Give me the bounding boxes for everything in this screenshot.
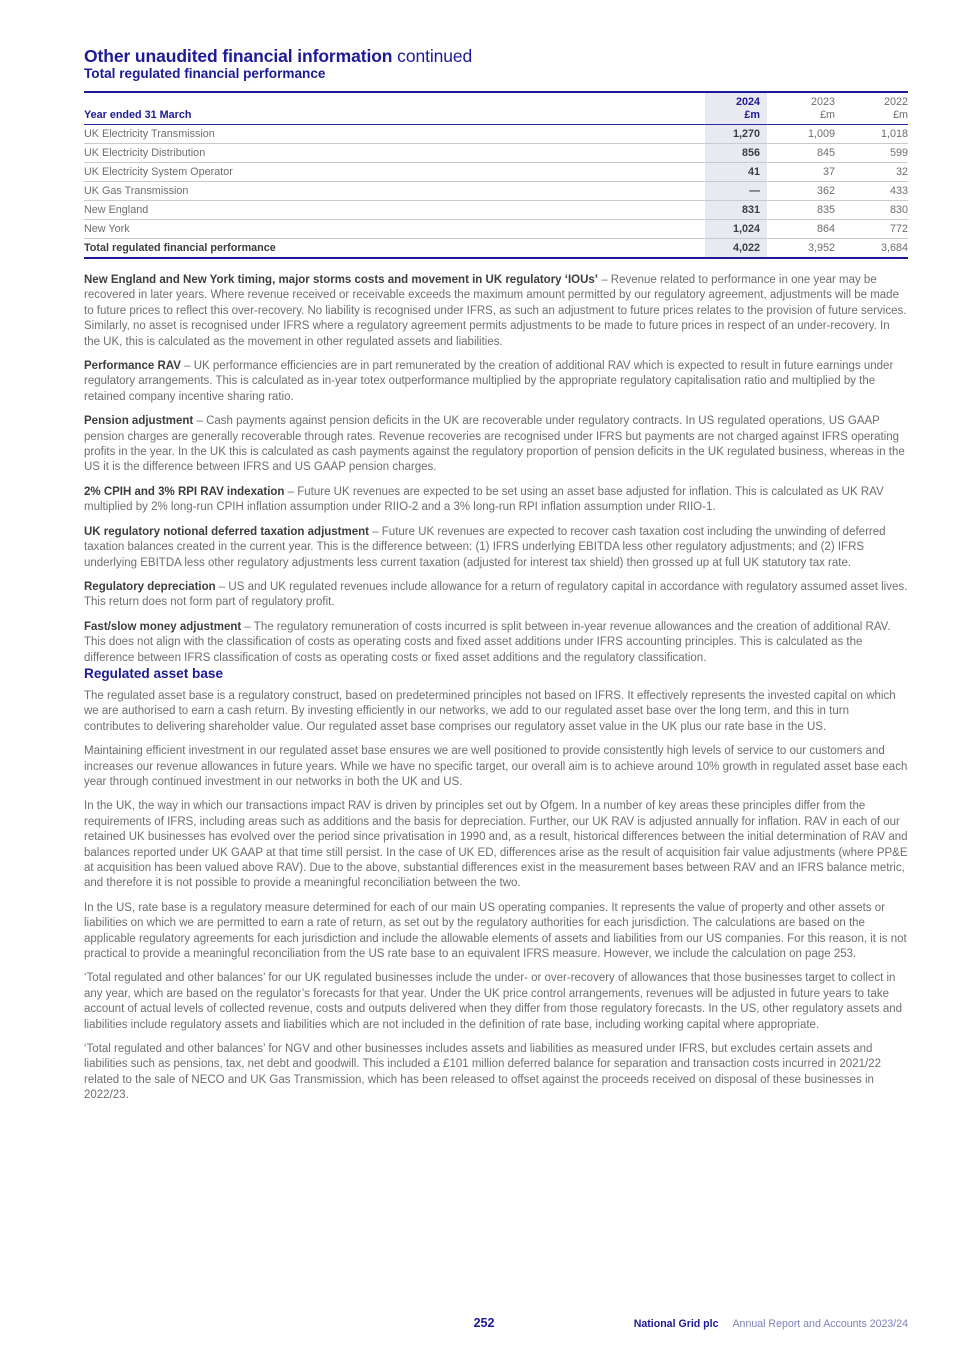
unit-label: £m: [744, 108, 760, 121]
table-body: [84, 125, 908, 239]
table-total-row: [84, 239, 908, 259]
definition-text: – Future UK revenues are expected to be set using an asset base adjusted for inflation. This is calculated as UK RAV multiplied by 2% long-run CPIH inflation assumption under RIIO-2 and a 3% long-run RPI inflation assumption under RIIO-1.: [84, 485, 884, 514]
definition-text: – Future UK revenues are expected to recover cash taxation cost including the unwinding of deferred taxation balances created in the current year. This is the difference between: (1) IFRS underlying EBITDA less other regulatory adjustments; and (2) IFRS underlying EBITDA less other regulatory adjustments less current taxation (adjusted for interest tax shield) then grossed up at full UK statutory tax rate.: [84, 525, 886, 569]
table-row: [84, 220, 908, 239]
table-header-row: [84, 92, 908, 125]
value-2024: 831: [705, 201, 767, 220]
definition-paragraph: [84, 414, 908, 476]
value-2022: 433: [835, 182, 908, 201]
definition-term: Fast/slow money adjustment: [84, 620, 242, 633]
value-2024: 1,270: [705, 125, 767, 144]
total-label: Total regulated financial performance: [84, 239, 705, 259]
page-title: [84, 46, 908, 66]
value-2022: 830: [835, 201, 908, 220]
value-2024: 41: [705, 163, 767, 182]
body-paragraph: Maintaining efficient investment in our regulated asset base ensures we are well positioned to provide consistently high levels of service to our customers and increases our revenue allowances in future years. While we have no specific target, our overall aim is to achieve around 10% growth in regulated asset base each year through continued investment in our networks in both the UK and US.: [84, 745, 908, 788]
definition-text: – Revenue related to performance in one year may be recovered in later years. Where revenue received or receivable exceeds the maximum amount permitted by our regulatory agreement, adjustments will be made to future prices to reflect this over-recovery. No liability is recognised under IFRS, as such an adjustment to future prices relates to the provision of future services. Similarly, no asset is recognised under IFRS where a regulatory agreement permits adjustments to be made to future prices in respect of an under-recovery. In the UK, this is calculated as the movement in other regulated assets and liabilities.: [84, 274, 907, 348]
table-row: [84, 144, 908, 163]
definition-text: – UK performance efficiencies are in part remunerated by the creation of additional RAV which is expected to result in future earnings under regulatory arrangements. This is calculated as in-year totex outperformance multiplied by the appropriate regulatory capitalisation ratio and multiplied by the retained company incentive sharing ratio.: [84, 360, 894, 403]
page-footer: [0, 1316, 968, 1336]
regulated-performance-table: [84, 91, 908, 259]
definition-term: Pension adjustment: [84, 415, 194, 428]
value-2023: 835: [767, 201, 835, 220]
year-label: 2022: [883, 95, 908, 108]
value-2023: 1,009: [767, 125, 835, 144]
table-row-header: Year ended 31 March: [84, 92, 705, 125]
unit-label: £m: [820, 108, 835, 121]
table-row: [84, 125, 908, 144]
table-row: [84, 182, 908, 201]
value-2022: 772: [835, 220, 908, 239]
column-header-2022: [835, 92, 908, 125]
body-paragraph: In the UK, the way in which our transactions impact RAV is driven by principles set out by Ofgem. In a number of key areas these principles differ from the requirements of IFRS, including areas such as additions and the basis for depreciation. Further, our UK RAV is adjusted annually for inflation. RAV in each of our retained UK businesses has evolved over the period since privatisation in 1990 and, as a result, historical differences between the initial determination of RAV and balances reported under UK GAAP at that time still persist. In the case of UK ED, differences arise as the result of acquisition fair value adjustments (where PP&E at acquisition has been valued above RAV). Due to the above, substantial differences exist in the measurement bases between RAV and an IFRS balance metric, and therefore it is not possible to provide a meaningful reconciliation between the two.: [84, 800, 908, 890]
total-value-2023: 3,952: [767, 239, 835, 259]
value-2022: 32: [835, 163, 908, 182]
definition-term: 2% CPIH and 3% RPI RAV indexation: [84, 485, 285, 498]
column-header-2024: [705, 92, 767, 125]
definition-paragraph: [84, 580, 908, 611]
body-paragraph: The regulated asset base is a regulatory construct, based on predetermined principles not based on IFRS. It effectively represents the invested capital on which we are authorised to earn a cash return. By investing efficiently in our networks, we add to our regulated asset base over the long term, and this in turn contributes to delivering shareholder value. Our regulated asset base comprises our regulatory asset value in the UK plus our rate base in the US.: [84, 689, 896, 733]
value-2022: 1,018: [835, 125, 908, 144]
definition-term: UK regulatory notional deferred taxation adjustment: [84, 525, 369, 538]
value-2024: 856: [705, 144, 767, 163]
footer-report-title: Annual Report and Accounts 2023/24: [732, 1317, 908, 1330]
year-label: 2024: [735, 95, 760, 108]
value-2023: 37: [767, 163, 835, 182]
definition-text: – US and UK regulated revenues include allowance for a return of regulatory capital in accordance with regulatory assumed asset lives. This return does not form part of regulatory profit.: [84, 580, 908, 609]
definition-term: New England and New York timing, major storms costs and movement in UK regulatory ‘IOUs’: [84, 274, 598, 286]
definition-term: Regulatory depreciation: [84, 580, 216, 593]
total-value-2024: 4,022: [705, 239, 767, 259]
row-label: UK Electricity System Operator: [84, 163, 705, 182]
total-value-2022: 3,684: [835, 239, 908, 259]
definition-paragraph: [84, 525, 908, 571]
body-paragraph: ‘Total regulated and other balances’ for our UK regulated businesses include the under- or over-recovery of allowances that those businesses target to collect in any year, which are based on the regulator’s forecasts for that year. Under the UK price control arrangements, revenues will be adjusted in future years to take account of actual levels of collected revenue, costs and outputs delivered when they differ from those regulatory forecasts. In the US, other regulatory assets and liabilities include regulatory assets and liabilities which are not included in the definition of rate base, including working capital where appropriate.: [84, 972, 903, 1031]
page-number: 252: [473, 1316, 495, 1330]
row-label: UK Electricity Transmission: [84, 125, 705, 144]
table-row: [84, 163, 908, 182]
row-label: New England: [84, 201, 705, 220]
definition-paragraph: [84, 273, 908, 350]
definition-paragraph: [84, 485, 908, 516]
value-2024: 1,024: [705, 220, 767, 239]
table-row: [84, 201, 908, 220]
definition-paragraph: [84, 620, 908, 666]
year-label: 2023: [810, 95, 835, 108]
row-label: UK Electricity Distribution: [84, 144, 705, 163]
page-content: [84, 0, 908, 1104]
footer-company: National Grid plc: [633, 1317, 719, 1330]
definition-text: – Cash payments against pension deficits in the UK are recoverable under regulatory contracts. In US regulated operations, US GAAP pension charges are generally recoverable through rates. Revenue recoveries are recognised under IFRS but payments are not charged against IFRS operating profits in the year. In the UK this is calculated as cash payments against the regulatory proportion of pension deficits in the UK regulated business, whereas in the US it is the difference between IFRS and US GAAP pension charges.: [84, 415, 905, 474]
body-paragraph: ‘Total regulated and other balances’ for NGV and other businesses includes assets and liabilities as measured under IFRS, but excludes certain assets and liabilities such as pensions, tax, net debt and goodwill. This included a £101 million deferred balance for separation and transaction costs incurred in 2021/22 related to the sale of NECO and UK Gas Transmission, which has been released to offset against the proceeds received on disposal of these businesses in 2022/23.: [84, 1043, 881, 1102]
value-2022: 599: [835, 144, 908, 163]
row-label: UK Gas Transmission: [84, 182, 705, 201]
row-label: New York: [84, 220, 705, 239]
definition-text: – The regulatory remuneration of costs incurred is split between in-year revenue allowances and the creation of additional RAV. This does not align with the classification of costs as operating costs and fixed asset additions under IFRS accounting principles. This is calculated as the difference between IFRS classification of costs as operating costs or fixed asset additions and the regulatory classification.: [84, 620, 891, 664]
column-header-2023: [767, 92, 835, 125]
value-2023: 864: [767, 220, 835, 239]
definition-term: Performance RAV: [84, 360, 181, 373]
page-title-main: Other unaudited financial information: [84, 46, 393, 66]
section-title-total-regulated: Total regulated financial performance: [84, 66, 326, 81]
value-2024: —: [705, 182, 767, 201]
definitions-section: [84, 273, 908, 666]
regulated-asset-base-paragraphs: [84, 689, 908, 1104]
body-paragraph: In the US, rate base is a regulatory measure determined for each of our main US operating companies. It represents the value of property and other assets or liabilities on which we are permitted to earn a rate of return, as set out by the regulatory authorities for each jurisdiction. The calculations are based on the applicable regulatory agreements for each jurisdiction and include the allowable elements of assets and liabilities from our US companies. For this reason, it is not practical to provide a meaningful reconciliation from the US rate base to an equivalent IFRS measure. However, we include the calculation on page 253.: [84, 901, 907, 961]
value-2023: 845: [767, 144, 835, 163]
section-title-regulated-asset-base: Regulated asset base: [84, 665, 224, 681]
regulated-asset-base-section: [84, 666, 908, 1104]
value-2023: 362: [767, 182, 835, 201]
page-title-suffix: continued: [397, 46, 473, 66]
definition-paragraph: [84, 359, 908, 405]
unit-label: £m: [893, 108, 908, 121]
footer-right: [634, 1318, 908, 1330]
